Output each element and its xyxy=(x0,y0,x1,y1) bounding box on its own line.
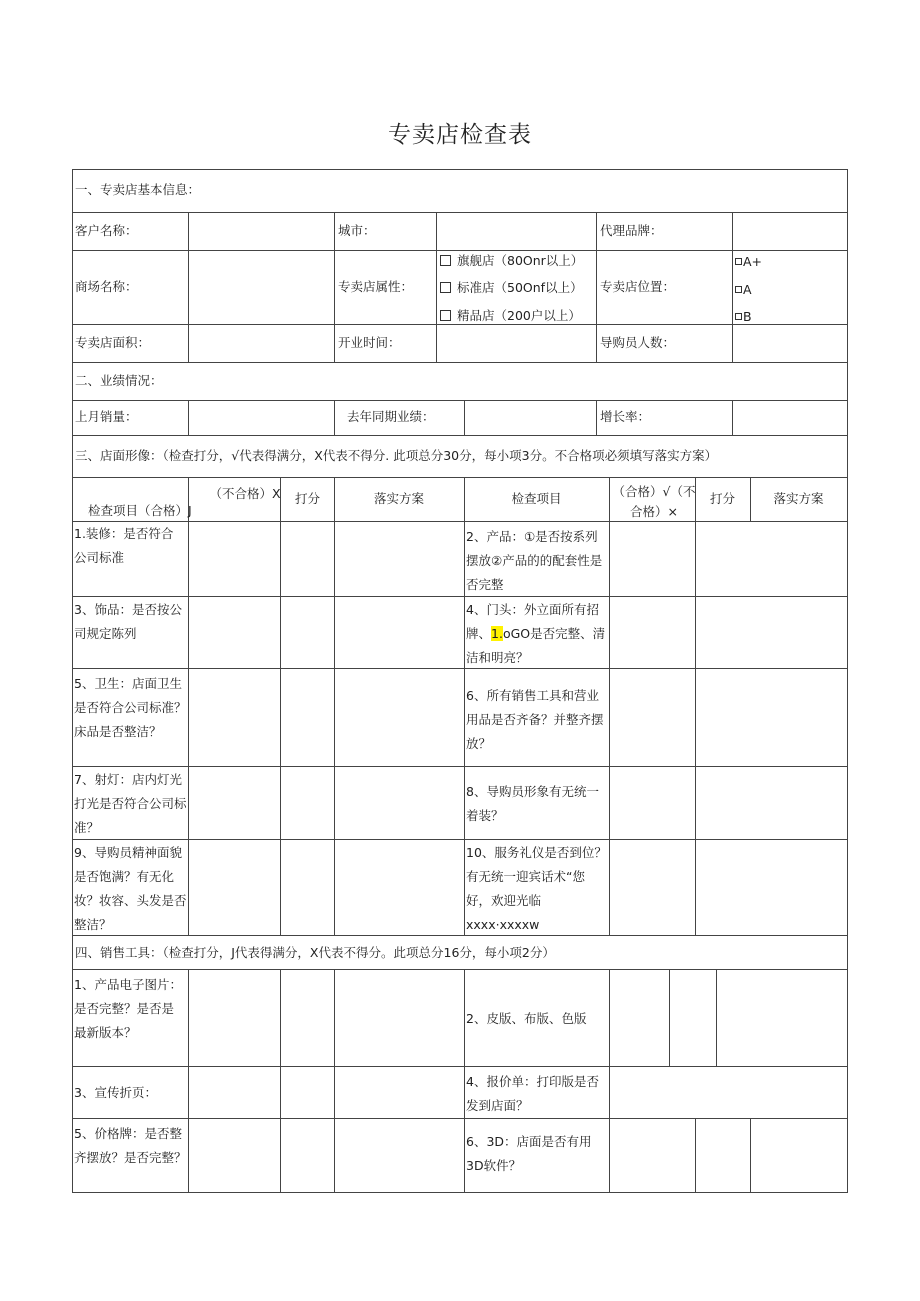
last-month-label: 上月销量： xyxy=(75,409,138,424)
check-item-2: 2、产品：①是否按系列摆放②产品的的配套性是否完整 xyxy=(466,529,603,592)
check-item-9: 9、导购员精神面貌是否饱满？有无化妆？妆容、头发是否整洁？ xyxy=(74,845,187,932)
col-item-right: 检查项目 xyxy=(511,491,562,506)
tool-item-2: 2、皮版、布版、色版 xyxy=(466,1011,587,1026)
performance-heading: 二、业绩情况： xyxy=(75,373,163,388)
city-label: 城市： xyxy=(338,223,376,238)
position-option-a-plus[interactable]: A+ xyxy=(735,250,762,274)
store-attr-label: 专卖店属性： xyxy=(338,279,414,294)
tool-item-1: 1、产品电子图片：是否完整？是否是最新版本？ xyxy=(74,977,182,1040)
col-plan-right: 落实方案 xyxy=(773,491,824,506)
store-position-label: 专卖店位置： xyxy=(600,279,676,294)
staff-count-label: 导购员人数： xyxy=(600,335,676,350)
checkbox-icon xyxy=(440,310,451,321)
check-item-8: 8、导购员形象有无统一着装？ xyxy=(466,784,599,823)
store-area-label: 专卖店面积： xyxy=(75,335,151,350)
col-score-left: 打分 xyxy=(294,491,320,506)
col-pass-right: （合格）√（不合格）× xyxy=(612,484,696,519)
page-title: 专卖店检查表 xyxy=(388,122,532,148)
brand-label: 代理品牌： xyxy=(600,223,663,238)
check-item-1: 1.装修：是否符合公司标准 xyxy=(74,526,174,565)
check-item-7: 7、射灯：店内灯光打光是否符合公司标准？ xyxy=(74,772,187,835)
tool-item-3: 3、宣传折页： xyxy=(74,1085,157,1100)
mall-name-label: 商场名称： xyxy=(75,279,138,294)
attr-option-boutique[interactable]: 精品店（200户以上） xyxy=(440,304,581,328)
col-fail-left: （不合格）X xyxy=(209,486,281,501)
image-section-heading: 三、店面形像：（检查打分，√代表得满分，X代表不得分. 此项总分30分，每小项3分。不合格项必须填写落实方案） xyxy=(75,448,718,463)
tools-section-heading: 四、销售工具：（检查打分，J代表得满分，X代表不得分。此项总分16分，每小项2分） xyxy=(75,945,555,960)
check-item-6: 6、所有销售工具和营业用品是否齐备？并整齐摆放？ xyxy=(466,688,604,751)
checkbox-icon xyxy=(735,286,742,293)
check-item-5: 5、卫生：店面卫生是否符合公司标准？床品是否整洁？ xyxy=(74,676,187,739)
check-item-4: 4、门头：外立面所有招牌、1.oGO是否完整、清洁和明亮？ xyxy=(466,602,606,665)
col-score-right: 打分 xyxy=(709,491,735,506)
customer-name-label: 客户名称： xyxy=(75,223,138,238)
check-item-10: 10、服务礼仪是否到位？有无统一迎宾话术“您好，欢迎光临xxxx·xxxxw xyxy=(466,845,607,932)
last-year-label: 去年同期业绩： xyxy=(347,409,435,424)
tool-item-6: 6、3D：店面是否有用3D软件？ xyxy=(466,1134,592,1173)
growth-label: 增长率： xyxy=(600,409,651,424)
attr-option-standard[interactable]: 标准店（50Onf以上） xyxy=(440,276,583,300)
tool-item-4: 4、报价单：打印版是否发到店面？ xyxy=(466,1074,599,1113)
open-time-label: 开业时间： xyxy=(338,335,401,350)
checkbox-icon xyxy=(440,282,451,293)
checkbox-icon xyxy=(735,258,742,265)
basic-info-heading: 一、专卖店基本信息： xyxy=(75,182,201,197)
check-item-3: 3、饰品：是否按公司规定陈列 xyxy=(74,602,182,641)
position-option-b[interactable]: B xyxy=(735,305,752,329)
col-plan-left: 落实方案 xyxy=(373,491,424,506)
attr-option-flagship[interactable]: 旗舰店（80Onr以上） xyxy=(440,249,583,273)
checkbox-icon xyxy=(440,255,451,266)
position-option-a[interactable]: A xyxy=(735,278,752,302)
col-item-left: 检查项目（合格）J xyxy=(88,503,192,518)
tool-item-5: 5、价格牌：是否整齐摆放？是否完整？ xyxy=(74,1126,187,1165)
checkbox-icon xyxy=(735,313,742,320)
